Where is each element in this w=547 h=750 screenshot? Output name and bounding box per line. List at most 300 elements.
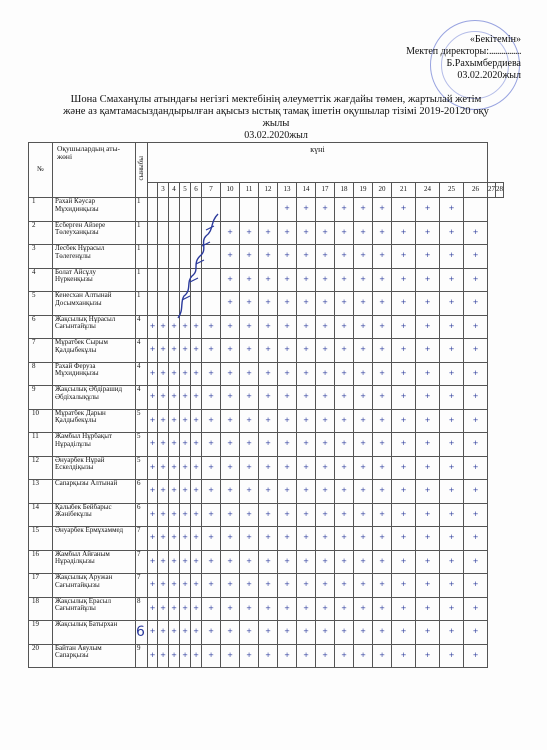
attendance-mark: + [354, 574, 373, 598]
attendance-mark: + [259, 527, 278, 551]
attendance-mark: + [392, 550, 416, 574]
attendance-mark: + [373, 339, 392, 363]
attendance-mark: + [259, 550, 278, 574]
attendance-mark: + [316, 527, 335, 551]
attendance-mark: + [221, 433, 240, 457]
attendance-mark: + [392, 456, 416, 480]
header-days: күні [148, 143, 488, 183]
attendance-mark: + [240, 621, 259, 645]
student-class: 9 [136, 644, 148, 668]
student-class: 1 [136, 292, 148, 316]
approval-date: 03.02.2020жыл [457, 70, 521, 81]
attendance-mark: + [191, 597, 202, 621]
attendance-mark: + [354, 527, 373, 551]
attendance-mark: + [354, 644, 373, 668]
attendance-mark: + [221, 362, 240, 386]
attendance-mark: + [158, 503, 169, 527]
row-number: 12 [29, 456, 53, 480]
attendance-mark: + [464, 245, 488, 269]
student-name: Жамбыл Нұрбақыт Нұраділұлы [53, 433, 136, 457]
attendance-mark: + [240, 409, 259, 433]
attendance-mark: + [297, 433, 316, 457]
attendance-mark: + [278, 386, 297, 410]
attendance-mark: + [316, 198, 335, 222]
attendance-mark: + [297, 292, 316, 316]
attendance-mark: + [169, 386, 180, 410]
attendance-mark: + [416, 550, 440, 574]
attendance-mark: + [416, 597, 440, 621]
attendance-mark: + [221, 245, 240, 269]
attendance-mark: + [297, 409, 316, 433]
student-name: Мұратбек Сырым Қалдыбекұлы [53, 339, 136, 363]
attendance-mark [158, 245, 169, 269]
attendance-mark: + [148, 386, 158, 410]
attendance-mark [169, 292, 180, 316]
day-header: 21 [392, 183, 416, 198]
document-title [36, 94, 516, 142]
attendance-mark: + [416, 409, 440, 433]
attendance-mark: + [278, 433, 297, 457]
attendance-mark: + [335, 456, 354, 480]
table-row [29, 644, 504, 668]
attendance-mark: + [148, 597, 158, 621]
attendance-mark: + [221, 597, 240, 621]
attendance-mark: + [335, 315, 354, 339]
attendance-mark [202, 268, 221, 292]
attendance-mark: + [392, 292, 416, 316]
attendance-mark: + [148, 480, 158, 504]
attendance-mark: + [169, 597, 180, 621]
table-row [29, 315, 504, 339]
attendance-mark: + [180, 550, 191, 574]
attendance-mark: + [148, 574, 158, 598]
attendance-mark: + [464, 597, 488, 621]
attendance-mark: + [316, 433, 335, 457]
table-row [29, 574, 504, 598]
student-name: Жамбыл Айғаным Нұрәділқызы [53, 550, 136, 574]
approval-heading: «Бекітемін» [469, 34, 521, 45]
table-row [29, 362, 504, 386]
attendance-mark: + [202, 597, 221, 621]
day-header: 12 [259, 183, 278, 198]
attendance-mark: + [316, 574, 335, 598]
header-row [29, 143, 504, 183]
attendance-mark: + [316, 221, 335, 245]
attendance-mark: + [221, 503, 240, 527]
attendance-mark: + [240, 268, 259, 292]
attendance-mark: + [440, 221, 464, 245]
row-number: 6 [29, 315, 53, 339]
attendance-mark: + [278, 409, 297, 433]
title-date: 03.02.2020жыл [244, 130, 308, 141]
student-name: Әнуарбек Нұрай Ескелдіқызы [53, 456, 136, 480]
attendance-mark: + [354, 480, 373, 504]
attendance-mark: + [440, 245, 464, 269]
attendance-mark: + [416, 456, 440, 480]
day-header: 3 [158, 183, 169, 198]
attendance-mark: + [316, 386, 335, 410]
attendance-mark [158, 221, 169, 245]
attendance-mark: + [316, 292, 335, 316]
attendance-mark: + [191, 527, 202, 551]
student-class: 4 [136, 339, 148, 363]
attendance-mark: + [180, 644, 191, 668]
attendance-mark: + [240, 597, 259, 621]
table-row [29, 621, 504, 645]
attendance-mark: + [191, 315, 202, 339]
attendance-mark: + [416, 198, 440, 222]
student-name: Сапарқызы Алтынай [53, 480, 136, 504]
attendance-mark: + [169, 315, 180, 339]
table-row [29, 245, 504, 269]
attendance-mark: + [191, 574, 202, 598]
attendance-mark: + [158, 409, 169, 433]
attendance-mark: + [158, 621, 169, 645]
attendance-mark: + [440, 198, 464, 222]
attendance-mark: + [316, 503, 335, 527]
student-name: Байтан Аяулым Сапарқызы [53, 644, 136, 668]
attendance-mark: + [259, 480, 278, 504]
attendance-mark [191, 268, 202, 292]
day-header: 5 [180, 183, 191, 198]
student-class: 7 [136, 527, 148, 551]
student-name: Болат Айсұлу Нүркенқызы [53, 268, 136, 292]
attendance-mark: + [335, 433, 354, 457]
attendance-mark: + [440, 597, 464, 621]
attendance-mark: + [316, 245, 335, 269]
attendance-mark: + [335, 268, 354, 292]
attendance-mark: + [416, 433, 440, 457]
attendance-mark: + [278, 480, 297, 504]
row-number: 14 [29, 503, 53, 527]
attendance-mark: + [221, 574, 240, 598]
attendance-mark: + [202, 550, 221, 574]
attendance-mark: + [373, 268, 392, 292]
student-name: Жақсылық Батырхан [53, 621, 136, 645]
attendance-mark: + [158, 644, 169, 668]
day-header: 20 [373, 183, 392, 198]
attendance-mark: + [373, 644, 392, 668]
attendance-mark: + [464, 433, 488, 457]
day-header: 7 [202, 183, 221, 198]
attendance-mark: + [148, 362, 158, 386]
attendance-mark: + [191, 409, 202, 433]
attendance-mark: + [240, 527, 259, 551]
attendance-mark: + [354, 621, 373, 645]
table-row [29, 597, 504, 621]
attendance-mark: + [335, 292, 354, 316]
attendance-mark: + [373, 315, 392, 339]
attendance-mark: + [169, 550, 180, 574]
day-header: 25 [440, 183, 464, 198]
attendance-mark: + [158, 386, 169, 410]
attendance-mark: + [180, 597, 191, 621]
title-line-2: және аз қамтамасыздандырылған ақысыз ыстық тамақ ішетін оқушылар тізімі 2019-20120 оқу [63, 106, 489, 117]
attendance-mark: + [169, 339, 180, 363]
attendance-mark: + [191, 456, 202, 480]
attendance-mark [259, 198, 278, 222]
attendance-mark: + [373, 503, 392, 527]
attendance-mark: + [416, 503, 440, 527]
row-number: 15 [29, 527, 53, 551]
attendance-mark: + [464, 315, 488, 339]
attendance-mark: + [335, 198, 354, 222]
attendance-mark [202, 245, 221, 269]
attendance-mark: + [202, 315, 221, 339]
attendance-mark: + [278, 315, 297, 339]
attendance-mark: + [259, 386, 278, 410]
attendance-mark: + [316, 456, 335, 480]
attendance-mark: + [148, 621, 158, 645]
attendance-mark: + [416, 644, 440, 668]
attendance-mark: + [240, 550, 259, 574]
attendance-mark: + [464, 480, 488, 504]
attendance-mark: + [259, 503, 278, 527]
attendance-mark: + [191, 433, 202, 457]
attendance-mark: + [191, 644, 202, 668]
attendance-mark: + [464, 574, 488, 598]
student-class: 5 [136, 456, 148, 480]
attendance-mark: + [240, 221, 259, 245]
row-number: 11 [29, 433, 53, 457]
attendance-mark [148, 292, 158, 316]
student-name: Лесбек Нұрасыл Төлегенұлы [53, 245, 136, 269]
table-row [29, 292, 504, 316]
attendance-mark [180, 221, 191, 245]
student-name: Жақсылық Ерасыл Сағынтайұлы [53, 597, 136, 621]
attendance-mark: + [158, 527, 169, 551]
student-class: 7 [136, 574, 148, 598]
student-name: Қалыбек Бейбарыс Жәнібекұлы [53, 503, 136, 527]
attendance-mark: + [297, 362, 316, 386]
attendance-mark: + [464, 386, 488, 410]
attendance-mark: + [221, 268, 240, 292]
attendance-mark: + [373, 362, 392, 386]
attendance-mark: + [354, 386, 373, 410]
attendance-mark: + [221, 456, 240, 480]
attendance-mark: + [440, 550, 464, 574]
attendance-mark: + [373, 292, 392, 316]
attendance-mark: + [148, 527, 158, 551]
attendance-mark: + [278, 221, 297, 245]
attendance-mark: + [392, 221, 416, 245]
attendance-mark: + [354, 409, 373, 433]
attendance-mark: + [259, 221, 278, 245]
day-header: 13 [278, 183, 297, 198]
attendance-mark: + [440, 339, 464, 363]
attendance-mark: + [221, 221, 240, 245]
attendance-mark: + [169, 527, 180, 551]
attendance-mark: + [202, 644, 221, 668]
approval-block [406, 34, 521, 82]
attendance-mark [158, 268, 169, 292]
attendance-mark: + [316, 362, 335, 386]
student-name: Жақсылық Нұрасыл Сағынтайұлы [53, 315, 136, 339]
attendance-mark: + [297, 574, 316, 598]
attendance-mark [464, 198, 488, 222]
student-class: 5 [136, 433, 148, 457]
attendance-mark [148, 221, 158, 245]
director-name: Б.Рахымбердиева [446, 58, 521, 69]
attendance-mark: + [240, 574, 259, 598]
attendance-mark: + [316, 621, 335, 645]
attendance-mark [148, 245, 158, 269]
attendance-mark: + [221, 480, 240, 504]
day-header: 26 [464, 183, 488, 198]
attendance-mark: + [180, 527, 191, 551]
attendance-mark: + [180, 621, 191, 645]
attendance-mark: + [259, 315, 278, 339]
row-number: 16 [29, 550, 53, 574]
student-class: 7 [136, 550, 148, 574]
attendance-mark: + [169, 362, 180, 386]
attendance-mark [202, 292, 221, 316]
attendance-mark: + [316, 597, 335, 621]
attendance-mark: + [416, 245, 440, 269]
attendance-mark: + [278, 644, 297, 668]
attendance-mark: + [297, 644, 316, 668]
student-name: Мұратбек Дарын Қалдыбекұлы [53, 409, 136, 433]
row-number: 20 [29, 644, 53, 668]
row-number: 7 [29, 339, 53, 363]
attendance-mark: + [202, 574, 221, 598]
attendance-mark: + [335, 339, 354, 363]
attendance-mark [169, 221, 180, 245]
attendance-mark: + [148, 339, 158, 363]
attendance-mark: + [416, 480, 440, 504]
row-number: 19 [29, 621, 53, 645]
row-number: 1 [29, 198, 53, 222]
attendance-mark: + [191, 362, 202, 386]
attendance-mark: + [240, 245, 259, 269]
attendance-mark [191, 292, 202, 316]
attendance-mark: + [259, 574, 278, 598]
attendance-mark: + [240, 456, 259, 480]
attendance-mark: + [316, 268, 335, 292]
attendance-mark: + [316, 480, 335, 504]
attendance-mark: + [440, 315, 464, 339]
attendance-mark: + [259, 644, 278, 668]
attendance-mark: + [202, 480, 221, 504]
attendance-mark: + [335, 574, 354, 598]
table-row [29, 409, 504, 433]
student-class: 6 [136, 480, 148, 504]
attendance-mark: + [259, 597, 278, 621]
student-class: 1 [136, 198, 148, 222]
attendance-mark: + [259, 409, 278, 433]
attendance-mark: + [316, 315, 335, 339]
attendance-mark: + [335, 597, 354, 621]
attendance-mark: + [240, 386, 259, 410]
attendance-mark: + [416, 527, 440, 551]
row-number: 8 [29, 362, 53, 386]
attendance-mark: + [354, 221, 373, 245]
attendance-mark: + [464, 621, 488, 645]
attendance-mark: + [259, 245, 278, 269]
attendance-mark: + [191, 480, 202, 504]
attendance-mark: + [335, 503, 354, 527]
attendance-mark: + [354, 597, 373, 621]
attendance-mark: + [392, 339, 416, 363]
attendance-mark: + [440, 433, 464, 457]
attendance-mark: + [297, 550, 316, 574]
attendance-mark: + [316, 644, 335, 668]
day-header: 28 [496, 183, 504, 198]
attendance-mark: + [335, 362, 354, 386]
attendance-mark: + [297, 597, 316, 621]
attendance-mark: + [354, 315, 373, 339]
attendance-mark: + [464, 644, 488, 668]
attendance-mark: + [221, 292, 240, 316]
attendance-mark: + [259, 456, 278, 480]
attendance-mark: + [464, 503, 488, 527]
attendance-mark: + [278, 339, 297, 363]
attendance-mark [169, 245, 180, 269]
attendance-mark: + [191, 386, 202, 410]
handwritten-six: 6 [136, 624, 145, 640]
attendance-mark [202, 221, 221, 245]
row-number: 10 [29, 409, 53, 433]
student-class: 1 [136, 245, 148, 269]
attendance-mark: + [278, 550, 297, 574]
attendance-mark: + [354, 268, 373, 292]
day-header: 17 [316, 183, 335, 198]
attendance-mark: + [440, 362, 464, 386]
attendance-mark: + [180, 503, 191, 527]
attendance-mark: + [240, 362, 259, 386]
attendance-mark: + [464, 550, 488, 574]
attendance-mark: + [180, 409, 191, 433]
attendance-mark: + [158, 550, 169, 574]
attendance-mark [158, 292, 169, 316]
table-row [29, 480, 504, 504]
attendance-mark: + [416, 574, 440, 598]
attendance-mark: + [278, 456, 297, 480]
attendance-mark: + [416, 339, 440, 363]
attendance-mark: + [373, 198, 392, 222]
student-name: Кенесхан Алтынай Досымханқызы [53, 292, 136, 316]
attendance-mark: + [297, 221, 316, 245]
table-row [29, 527, 504, 551]
attendance-mark: + [259, 268, 278, 292]
attendance-mark: + [148, 644, 158, 668]
attendance-mark: + [392, 245, 416, 269]
attendance-mark [180, 198, 191, 222]
attendance-mark: + [335, 245, 354, 269]
attendance-mark: + [148, 315, 158, 339]
attendance-mark: + [354, 339, 373, 363]
attendance-mark: + [440, 268, 464, 292]
attendance-mark: + [148, 409, 158, 433]
attendance-mark: + [180, 386, 191, 410]
attendance-mark [169, 268, 180, 292]
attendance-mark: + [297, 456, 316, 480]
attendance-mark: + [335, 386, 354, 410]
student-class: 4 [136, 315, 148, 339]
attendance-mark: + [158, 433, 169, 457]
attendance-mark: + [191, 621, 202, 645]
attendance-mark: + [169, 574, 180, 598]
attendance-mark: + [297, 503, 316, 527]
attendance-mark: + [440, 456, 464, 480]
attendance-mark: + [221, 315, 240, 339]
attendance-mark: + [440, 480, 464, 504]
table-row [29, 268, 504, 292]
attendance-mark: + [202, 527, 221, 551]
attendance-mark [180, 292, 191, 316]
attendance-mark: + [259, 292, 278, 316]
attendance-mark: + [221, 339, 240, 363]
